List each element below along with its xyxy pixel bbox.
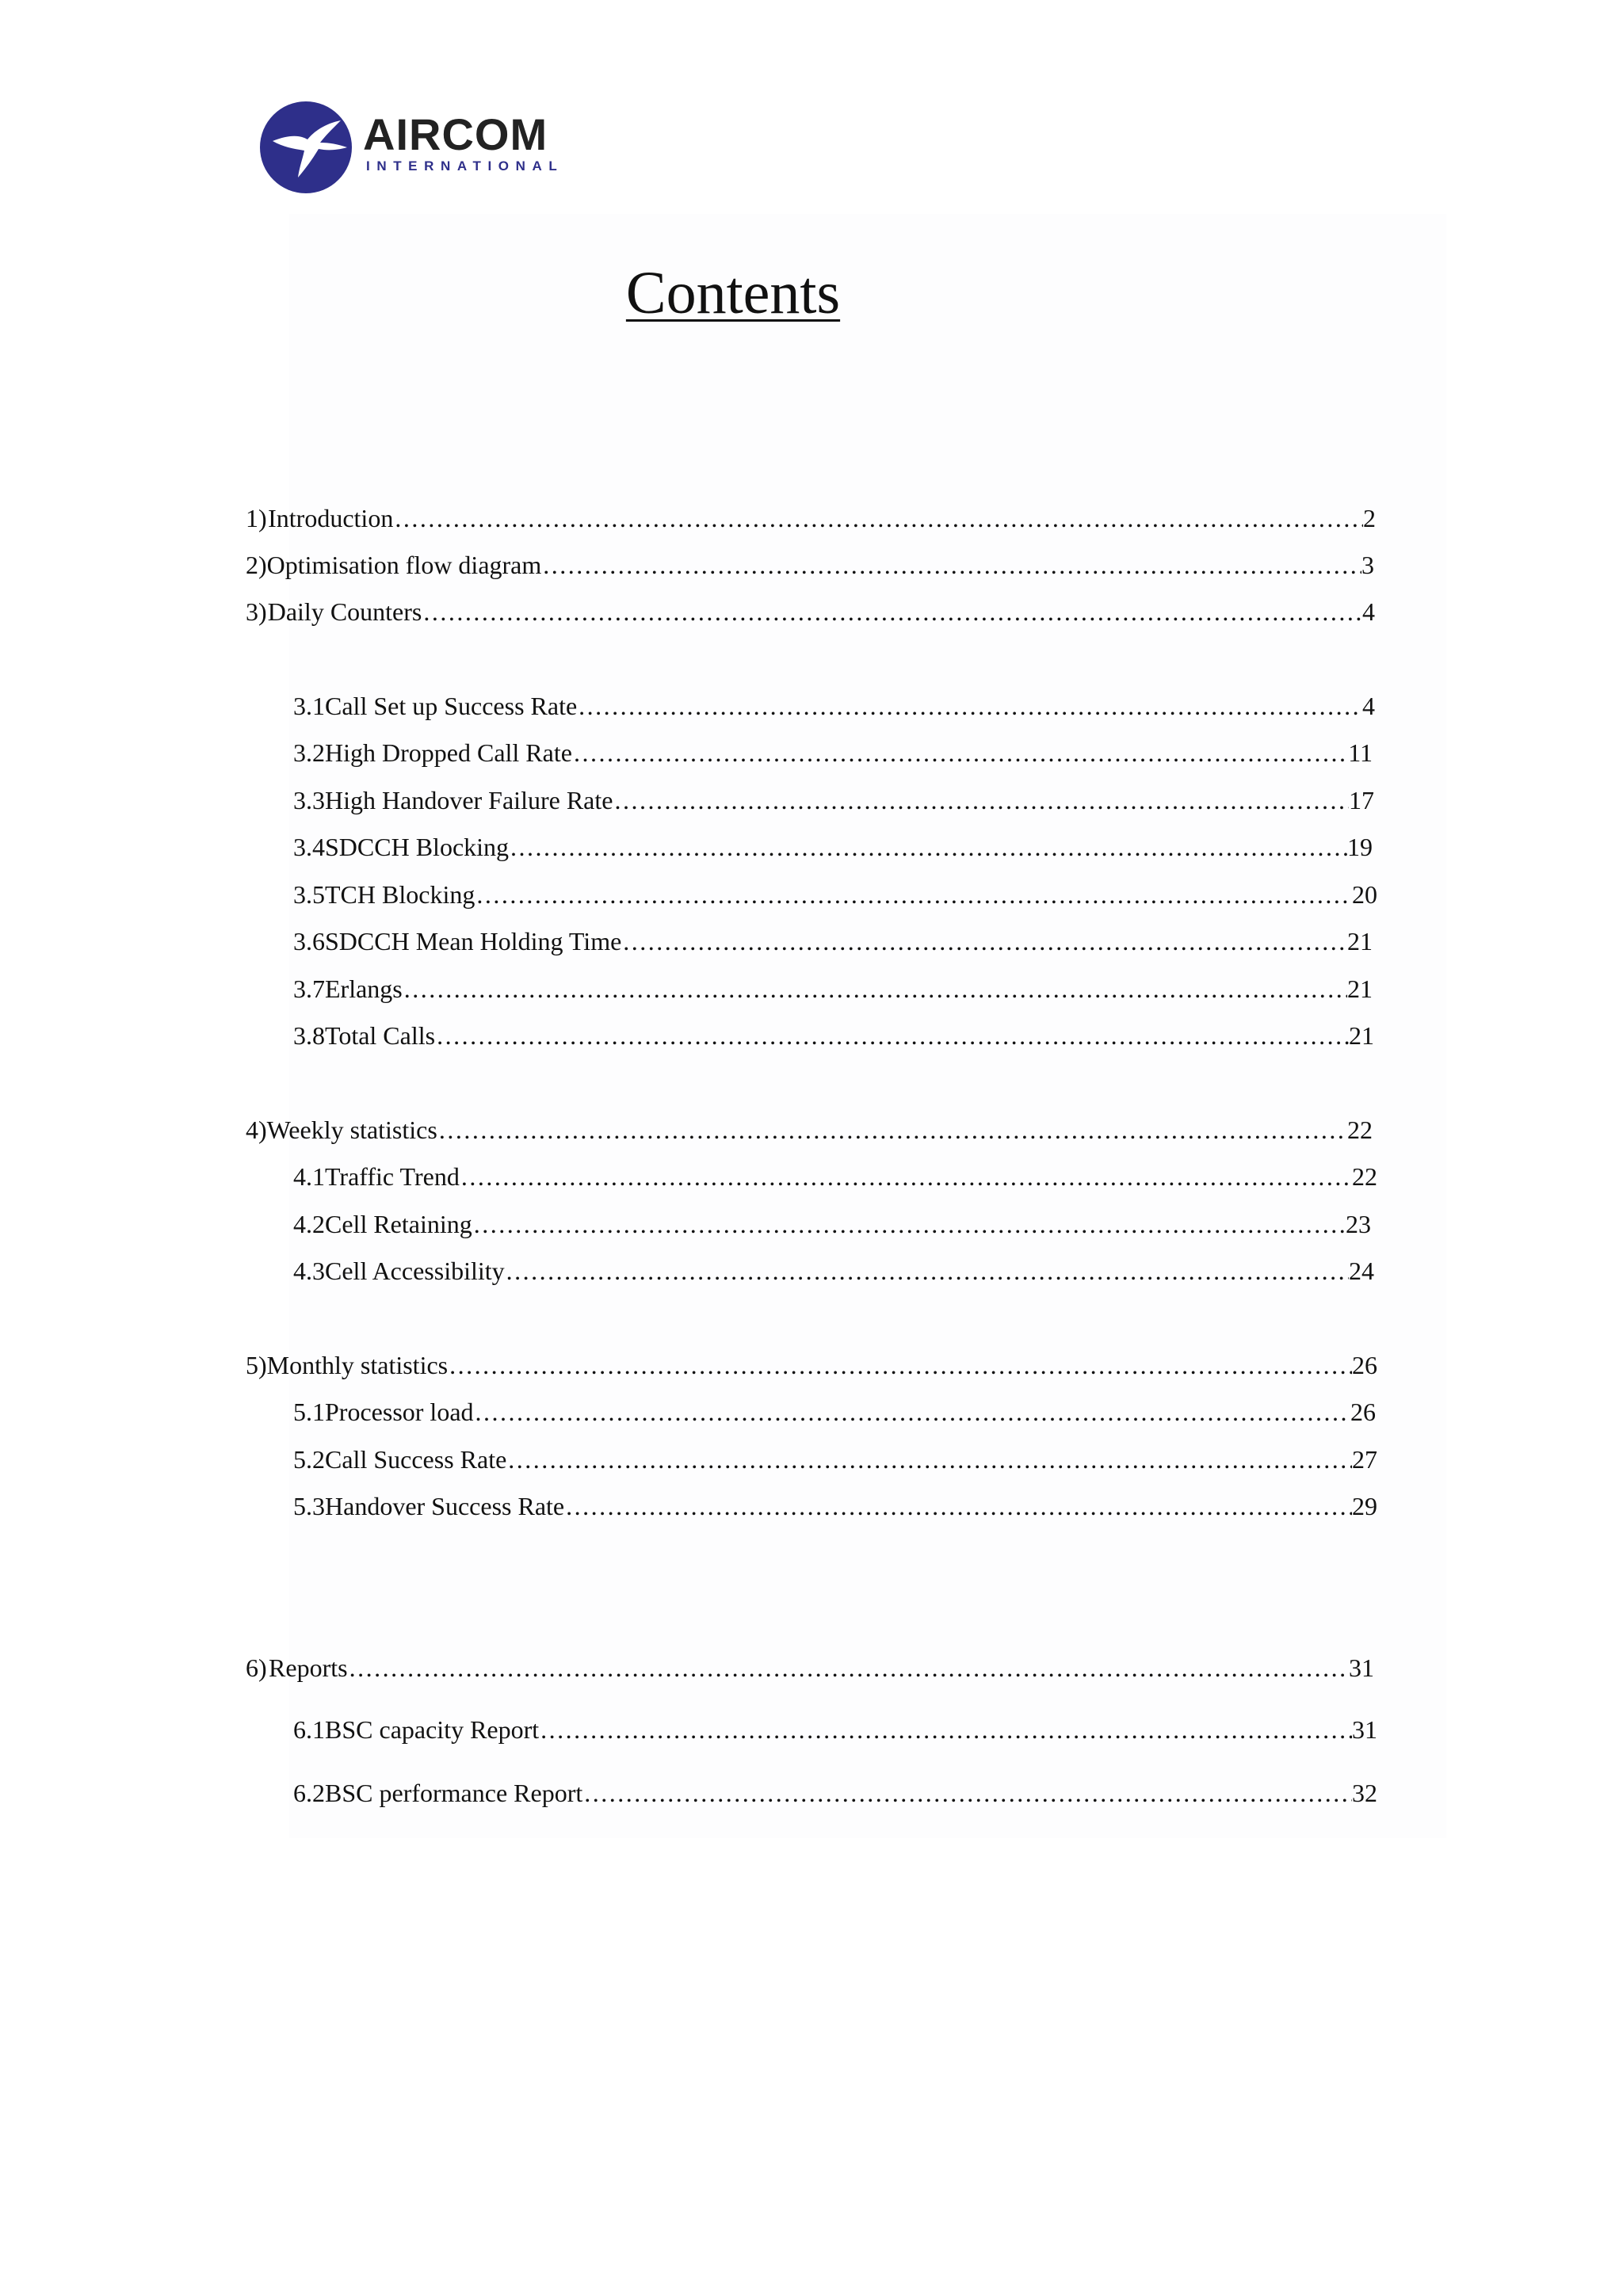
logo-wordmark: AIRCOM [363,109,548,159]
toc-entry-page: 11 [1348,738,1373,767]
toc-dot-leader [564,1489,1352,1524]
toc-entry-page: 19 [1347,833,1373,861]
toc-entry-label: High Handover Failure Rate [325,786,613,814]
toc-entry-label: Weekly statistics [266,1116,437,1144]
toc-entry-number: 3.4 [293,833,325,861]
toc-entry-number: 3.8 [293,1021,325,1050]
toc-entry-page: 31 [1349,1653,1374,1682]
toc-entry-label: Erlangs [325,974,403,1003]
toc-entry[interactable] [293,1018,1374,1053]
bird-logo-icon [258,100,353,195]
toc-entry[interactable] [293,735,1373,770]
toc-entry-page: 4 [1362,597,1375,626]
toc-entry-number: 5.1 [293,1398,325,1426]
toc-entry[interactable] [293,830,1373,864]
toc-entry[interactable] [246,1348,1377,1383]
toc-dot-leader [348,1650,1349,1685]
toc-entry-number: 3.1 [293,692,325,720]
toc-entry-page: 22 [1352,1162,1377,1191]
toc-entry-number: 4.2 [293,1210,325,1238]
toc-entry[interactable] [293,924,1373,959]
toc-entry[interactable] [293,1489,1377,1524]
toc-entry-number: 3.3 [293,786,325,814]
toc-entry-page: 27 [1352,1445,1377,1474]
toc-entry-label: Traffic Trend [325,1162,460,1191]
toc-entry-number: 1) [246,504,267,532]
toc-entry[interactable] [246,1112,1373,1147]
logo-subtitle: INTERNATIONAL [366,158,564,174]
toc-entry-label: SDCCH Blocking [325,833,510,861]
toc-entry-number: 3.2 [293,738,325,767]
toc-entry-label: Call Success Rate [325,1445,507,1474]
toc-entry-page: 26 [1350,1398,1376,1426]
toc-dot-leader [472,1207,1346,1241]
toc-entry-page: 23 [1346,1210,1371,1238]
toc-entry-number: 3.6 [293,927,325,955]
toc-dot-leader [435,1018,1349,1053]
toc-entry-number: 6) [246,1653,267,1682]
toc-entry-number: 5.2 [293,1445,325,1474]
toc-entry[interactable] [246,594,1375,629]
toc-entry-number: 3.5 [293,880,325,909]
toc-entry[interactable] [293,688,1375,723]
toc-dot-leader [393,501,1363,536]
toc-entry[interactable] [293,1712,1377,1747]
toc-entry[interactable] [293,1394,1376,1429]
toc-entry-number: 5.3 [293,1492,325,1520]
toc-entry[interactable] [246,1650,1374,1685]
toc-entry-label: BSC capacity Report [325,1715,540,1744]
toc-entry-label: Monthly statistics [266,1351,449,1379]
toc-entry-number: 3) [246,597,267,626]
toc-entry-label: High Dropped Call Rate [325,738,572,767]
toc-dot-leader [505,1253,1349,1288]
toc-entry-number: 4) [246,1116,267,1144]
toc-entry-label: Total Calls [325,1021,436,1050]
toc-dot-leader [539,1712,1352,1747]
toc-entry-page: 29 [1352,1492,1377,1520]
toc-dot-leader [541,547,1361,582]
toc-dot-leader [437,1112,1347,1147]
toc-entry[interactable] [246,547,1374,582]
toc-entry[interactable] [293,783,1374,818]
toc-entry-page: 21 [1347,974,1373,1003]
toc-entry-page: 20 [1352,880,1377,909]
toc-entry[interactable] [293,1207,1371,1241]
toc-entry[interactable] [293,971,1373,1006]
toc-entry-label: Call Set up Success Rate [325,692,578,720]
toc-dot-leader [572,735,1348,770]
toc-entry-label: Introduction [268,504,394,532]
toc-entry-number: 2) [246,551,267,579]
toc-entry-label: Cell Retaining [325,1210,472,1238]
toc-entry-number: 6.1 [293,1715,325,1744]
toc-dot-leader [506,1442,1352,1477]
toc-entry-label: BSC performance Report [325,1779,583,1807]
toc-entry-page: 31 [1352,1715,1377,1744]
toc-dot-leader [474,1394,1350,1429]
toc-dot-leader [582,1775,1352,1810]
toc-entry-page: 32 [1352,1779,1377,1807]
toc-entry-number: 5) [246,1351,267,1379]
toc-entry-label: Processor load [325,1398,474,1426]
toc-entry-label: Optimisation flow diagram [266,551,542,579]
toc-dot-leader [422,594,1362,629]
toc-dot-leader [448,1348,1352,1383]
toc-entry-page: 22 [1347,1116,1373,1144]
toc-entry-page: 26 [1352,1351,1377,1379]
toc-dot-leader [509,830,1347,864]
toc-entry-label: Reports [269,1653,348,1682]
toc-entry-label: Handover Success Rate [325,1492,565,1520]
toc-entry-label: TCH Blocking [325,880,475,909]
toc-entry-page: 4 [1362,692,1375,720]
toc-entry[interactable] [293,1159,1377,1194]
toc-entry[interactable] [293,1253,1374,1288]
toc-dot-leader [460,1159,1352,1194]
toc-entry[interactable] [293,877,1377,912]
toc-entry-label: Cell Accessibility [325,1257,505,1285]
toc-entry-page: 17 [1349,786,1374,814]
toc-dot-leader [403,971,1347,1006]
page-title: Contents [625,260,841,326]
toc-entry-number: 4.1 [293,1162,325,1191]
toc-entry-label: SDCCH Mean Holding Time [325,927,622,955]
toc-dot-leader [475,877,1352,912]
toc-entry-number: 4.3 [293,1257,325,1285]
aircom-logo [254,95,571,198]
toc-entry-page: 24 [1349,1257,1374,1285]
toc-entry[interactable] [293,1442,1377,1477]
toc-entry-number: 3.7 [293,974,325,1003]
toc-dot-leader [621,924,1347,959]
toc-dot-leader [613,783,1349,818]
toc-entry-number: 6.2 [293,1779,325,1807]
toc-entry-page: 2 [1363,504,1376,532]
toc-entry-page: 21 [1349,1021,1374,1050]
toc-entry-label: Daily Counters [267,597,422,626]
toc-dot-leader [577,688,1362,723]
toc-entry-page: 21 [1347,927,1373,955]
toc-entry-page: 3 [1361,551,1374,579]
toc-entry[interactable] [293,1775,1377,1810]
toc-entry[interactable] [246,501,1376,536]
